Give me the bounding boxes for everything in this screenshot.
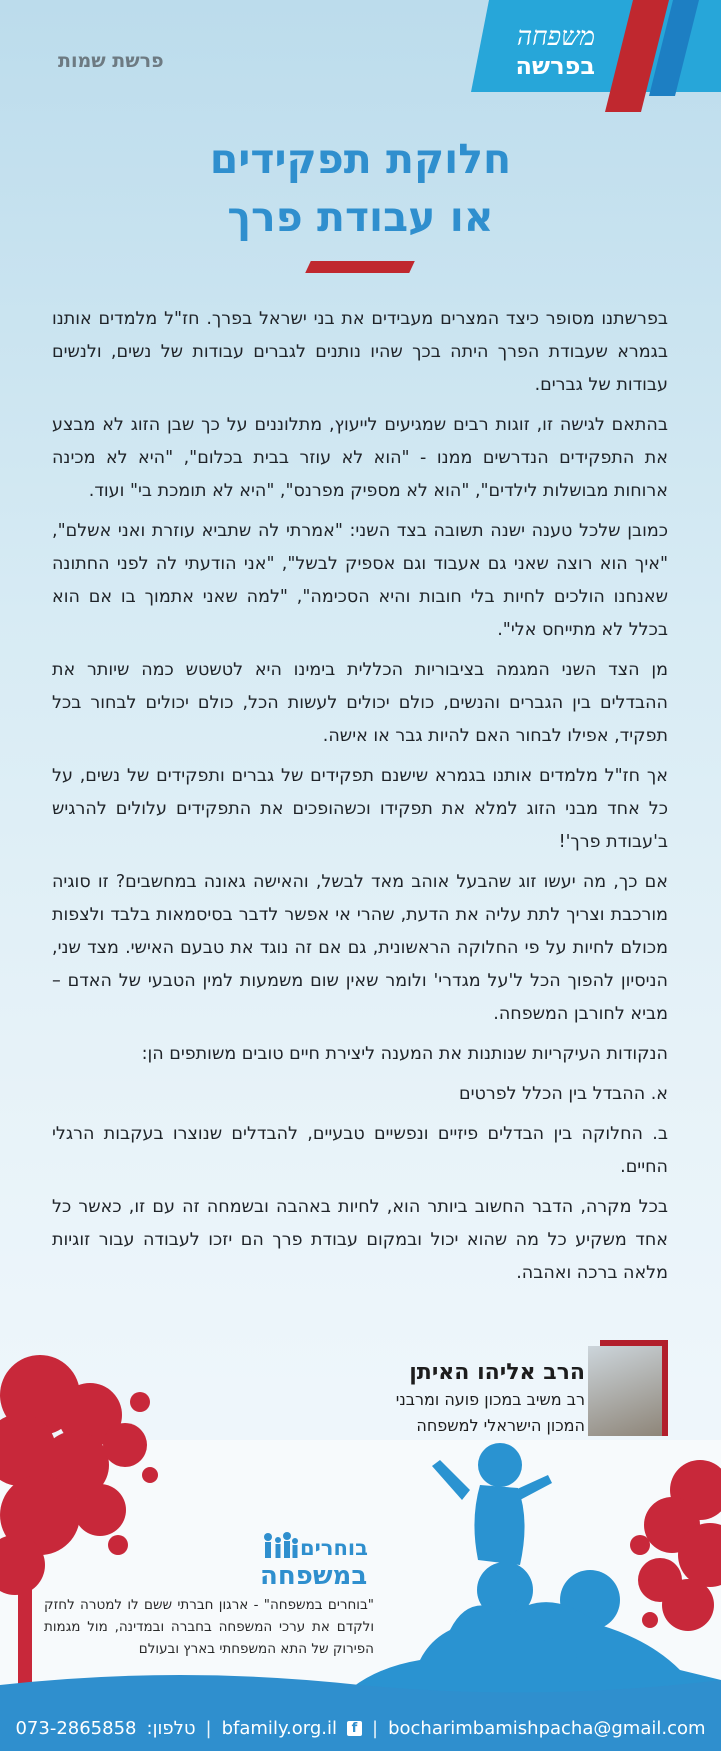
paragraph: הנקודות העיקריות שנותנות את המענה ליצירת חיים טובים משותפים הן: [141,1044,668,1064]
org-name-line2: במשפחה [260,1561,368,1591]
contact-bar [0,1706,721,1751]
logo-text-parasha: בפרשה [515,52,595,80]
facebook-link[interactable]: bfamily.org.il [221,1718,337,1739]
paragraph: בכל מקרה, הדבר החשוב ביותר הוא, לחיות באהבה ובשמחה זה עם זו, כאשר כל אחד משקיע כל מה שהוא יכול ובמקום עבודת פרך הם יזכו לעבודה עבור זוגיות מלאה ברכה ואהבה. [52,1197,668,1283]
title-underline [305,261,415,273]
author-name: הרב אליהו האיתן [409,1360,585,1385]
paragraph: בפרשתנו מסופר כיצד המצרים מעבידים את בני ישראל בפרך. חז"ל מלמדים אותנו בגמרא שעבודת הפרך היתה בכך שהיו נותנים לגברים עבודות של נשים, ולנשים עבודות של גברים. [52,309,668,395]
article-body [52,303,668,1297]
title-line-2: או עבודת פרך [227,193,494,241]
org-name-line1: בוחרים [300,1536,368,1560]
logo-text-family: משפחה [516,22,595,52]
phone-label: טלפון: [146,1718,196,1739]
paragraph: אם כך, מה יעשו זוג שהבעל אוהב מאד לבשל, והאישה גאונה במחשבים? זו סוגיה מורכבת וצריך לתת עליה את הדעת, שהרי אי אפשר לדבר בסיסמאות בלבד ולצפות מכולם לחיות על פי החלוקה הראשונית, גם אם זה נוגד את טבעם האישי. מצד שני, הניסיון להפוך הכל ל'על מגדרי' ולומר שאין שום משמעות למין הטבעי של האדם – מביא לחורבן המשפחה. [52,872,668,1024]
org-description: "בוחרים במשפחה" - ארגון חברתי ששם לו למטרה לחזק ולקדם את ערכי המשפחה בחברה ובמדינה, מול מגמות הפירוק של התא המשפחתי בארץ ובעולם [44,1597,374,1657]
paragraph: כמובן שלכל טענה ישנה תשובה בצד השני: "אמרתי לה שתביא עוזרת ואני אשלם", "איך הוא רוצה שאני גם אעבוד וגם אספיק לבשל", "אני הודעתי לה לפני החתונה שאנחנו הולכים לחיות בלי חובות והיא הסכימה", "למה שאני אתמוך בו אם הוא בכלל לא מתייחס אלי". [52,521,668,640]
org-family-icon [262,1532,298,1560]
author-role: המכון הישראלי למשפחה [416,1416,585,1435]
facebook-icon[interactable]: f [347,1721,362,1736]
email-link[interactable]: bocharimbamishpacha@gmail.com [388,1718,706,1739]
paragraph: בהתאם לגישה זו, זוגות רבים שמגיעים לייעוץ, מתלוננים על כך שבן הזוג לא מבצע את התפקידים הנדרשים ממנו - "הוא לא עוזר בבית בכלום", "היא לא מכינה ארוחות מבושלות לילדים", "הוא לא מספיק מפרנס", "היא לא תומכת בי" ועוד. [52,415,668,501]
article-title [0,130,721,246]
paragraph: ב. החלוקה בין הבדלים פיזיים ונפשיים טבעיים, להבדלים שנוצרו בעקבות הרגלי החיים. [52,1124,668,1177]
paragraph: א. ההבדל בין הכלל לפרטים [458,1084,668,1104]
paragraph: מן הצד השני המגמה בציבוריות הכללית בימינו היא לטשטש כמה שיותר את ההבדלים בין הגברים והנשים, כולם יכולים לעשות הכל, כולם יכולים לבחור בכל תפקיד, אפילו לבחור האם להיות גבר או אישה. [52,660,668,746]
paragraph: אך חז"ל מלמדים אותנו בגמרא שישנם תפקידים של גברים ותפקידים של נשים, על כל אחד מבני הזוג למלא את תפקידו וכשהופכים את התפקידים עלולים להרגיש ב'עבודת פרך'! [52,766,668,852]
parasha-label: פרשת שמות [58,50,164,72]
author-role: רב משיב במכון פועה ומרבני [395,1390,585,1409]
separator: | [205,1718,212,1739]
phone-number[interactable]: 073-2865858 [15,1718,137,1739]
separator: | [372,1718,379,1739]
title-line-1: חלוקת תפקידים [209,135,512,183]
author-photo-frame [600,1340,668,1436]
